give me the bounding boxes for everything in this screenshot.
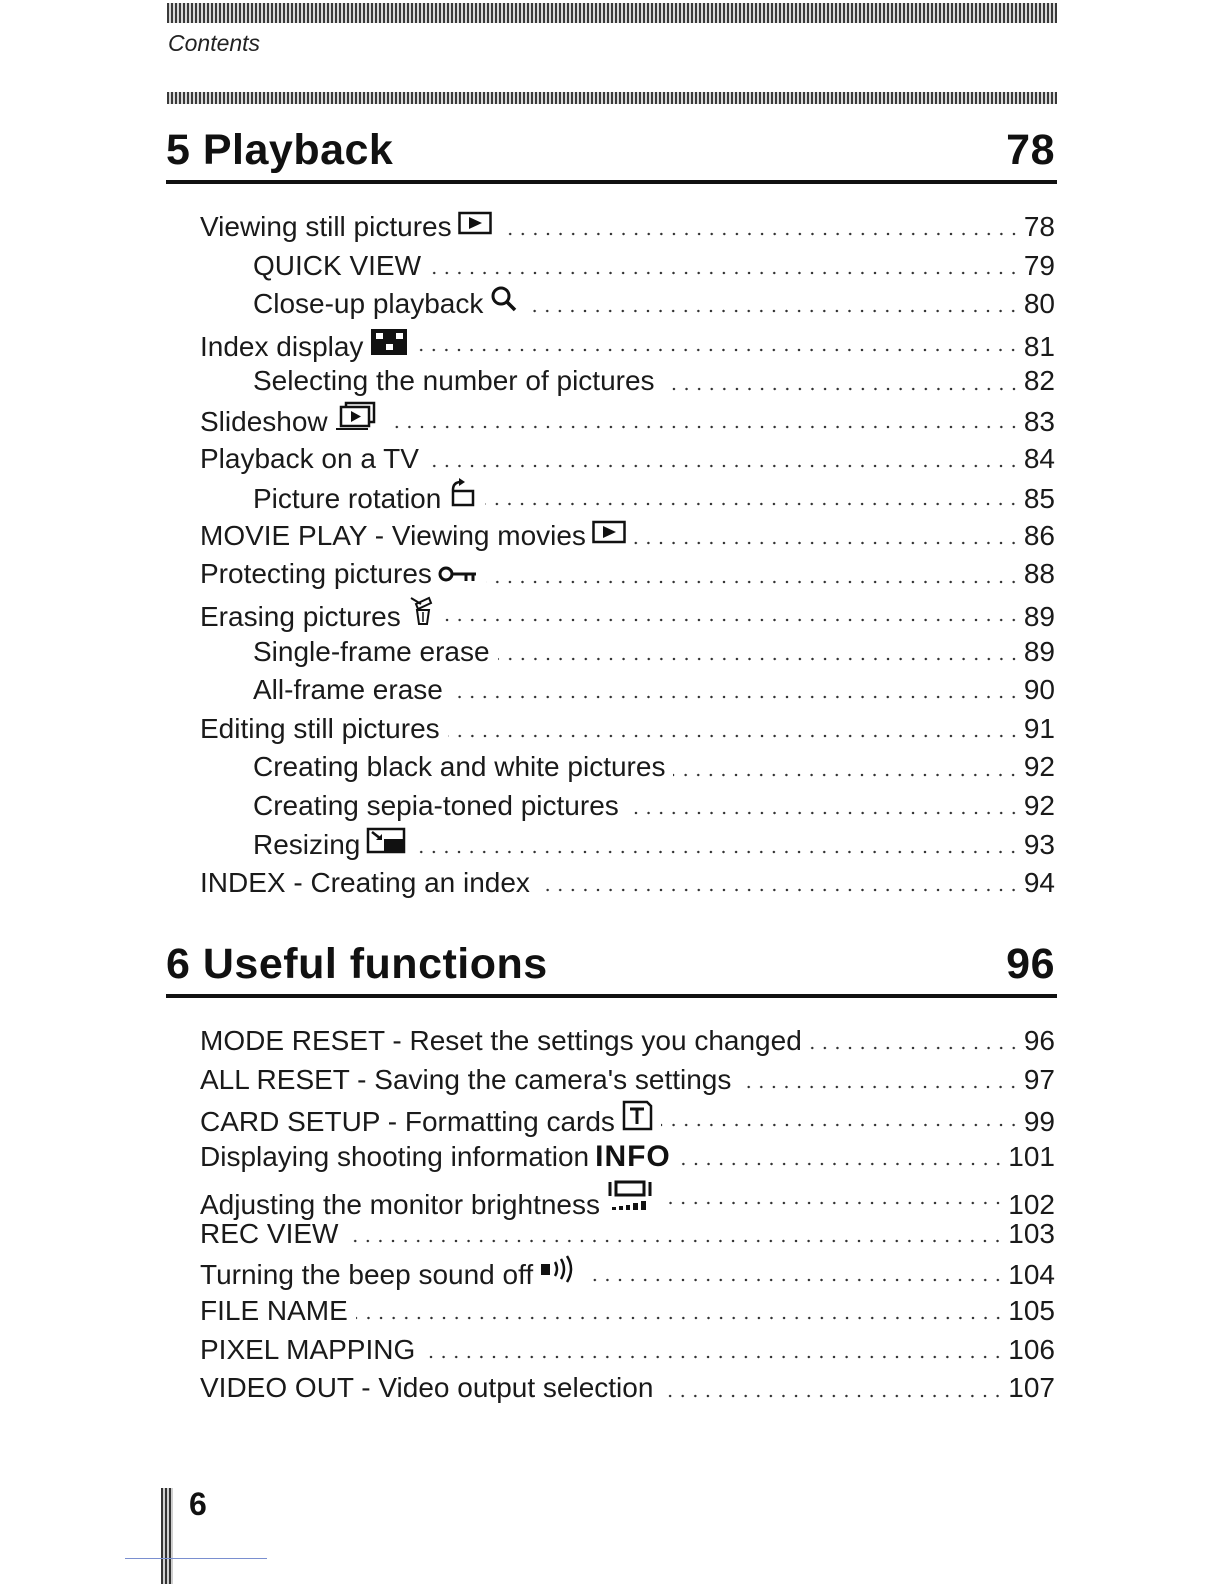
entry-page-number: 82	[1023, 365, 1055, 397]
entry-page-number: 88	[1023, 558, 1055, 590]
toc-subentry	[166, 671, 1057, 710]
dot-leader	[386, 425, 1020, 429]
entry-page-number: 101	[1008, 1140, 1055, 1172]
dot-leader	[634, 541, 1020, 545]
entry-page-number: 89	[1023, 635, 1055, 667]
entry-label: Turning the beep sound off	[200, 1258, 534, 1290]
entry-label: Erasing pictures	[200, 600, 401, 632]
footer-rule	[125, 1558, 267, 1559]
dot-leader	[663, 387, 1020, 391]
entry-label: CARD SETUP - Formatting cards	[200, 1106, 615, 1138]
entry-label: Picture rotation	[253, 483, 442, 515]
entry-label: Single-frame erase	[253, 635, 490, 667]
entry-label: PIXEL MAPPING	[200, 1333, 416, 1365]
toc-entry-list	[166, 1022, 1057, 1408]
dot-leader	[356, 1316, 1004, 1320]
section-title: 6 Useful functions	[166, 940, 548, 988]
page-edge-tab	[161, 1488, 173, 1584]
dot-leader	[739, 1085, 1019, 1089]
slideshow-icon	[334, 401, 378, 431]
dot-leader	[810, 1046, 1020, 1050]
header-rule-bar	[167, 3, 1057, 23]
entry-page-number: 92	[1023, 751, 1055, 783]
entry-label: Creating black and white pictures	[253, 751, 666, 783]
toc-entry	[166, 594, 1057, 633]
dot-leader	[661, 1123, 1020, 1127]
entry-page-number: 102	[1008, 1189, 1055, 1221]
section-page-number: 78	[1006, 126, 1055, 174]
entry-page-number: 104	[1008, 1258, 1055, 1290]
entry-label: All-frame erase	[253, 674, 443, 706]
toc-entry	[166, 440, 1057, 479]
toc-entry	[166, 1331, 1057, 1370]
monitor-brightness-icon	[606, 1176, 656, 1214]
resize-icon	[366, 826, 406, 854]
entry-page-number: 92	[1023, 789, 1055, 821]
entry-page-number: 91	[1023, 712, 1055, 744]
toc-entry	[166, 517, 1057, 556]
entry-page-number: 97	[1023, 1063, 1055, 1095]
entry-label: ALL RESET - Saving the camera's settings	[200, 1063, 732, 1095]
toc-entry	[166, 208, 1057, 247]
dot-leader	[486, 580, 1020, 584]
toc-entry	[166, 1369, 1057, 1408]
index-grid-icon	[369, 324, 409, 356]
section-page-number: 96	[1006, 940, 1055, 988]
dot-leader	[427, 464, 1020, 468]
entry-page-number: 105	[1008, 1295, 1055, 1327]
toc-entry	[166, 1254, 1057, 1293]
entry-label: Editing still pictures	[200, 712, 440, 744]
card-format-icon	[621, 1099, 653, 1131]
toc-subentry	[166, 826, 1057, 865]
entry-label: MODE RESET - Reset the settings you changed	[200, 1025, 802, 1056]
speaker-icon	[539, 1254, 583, 1284]
toc-subentry	[166, 787, 1057, 826]
toc-entry	[166, 401, 1057, 440]
toc-subentry	[166, 633, 1057, 672]
toc-subentry	[166, 362, 1057, 401]
dot-leader	[417, 348, 1019, 352]
section-title: 5 Playback	[166, 126, 394, 174]
dot-leader	[673, 773, 1019, 777]
toc-entry	[166, 1138, 1057, 1177]
toc-entry	[166, 1215, 1057, 1254]
dot-leader	[451, 695, 1020, 699]
entry-label: Close-up playback	[253, 288, 484, 320]
entry-label: Selecting the number of pictures	[253, 365, 655, 397]
page-number: 6	[189, 1486, 207, 1522]
toc-entry	[166, 555, 1057, 594]
entry-label: Protecting pictures	[200, 558, 432, 590]
dot-leader	[414, 850, 1019, 854]
entry-page-number: 106	[1008, 1333, 1055, 1365]
entry-page-number: 80	[1023, 288, 1055, 320]
entry-page-number: 79	[1023, 249, 1055, 281]
entry-page-number: 107	[1008, 1372, 1055, 1404]
entry-label: Creating sepia-toned pictures	[253, 789, 619, 821]
toc-entry	[166, 1099, 1057, 1138]
entry-label: Viewing still pictures	[200, 211, 452, 242]
entry-label: INDEX - Creating an index	[200, 867, 530, 899]
running-head: Contents	[168, 30, 261, 56]
dot-leader	[448, 734, 1020, 738]
entry-page-number: 103	[1008, 1217, 1055, 1249]
section-heading	[166, 116, 1057, 184]
section-heading	[166, 930, 1057, 998]
play-icon	[592, 519, 626, 545]
entry-label: MOVIE PLAY - Viewing movies	[200, 519, 586, 551]
entry-label: VIDEO OUT - Video output selection	[200, 1372, 654, 1404]
toc-subentry	[166, 285, 1057, 324]
dot-leader	[346, 1239, 1004, 1243]
dot-leader	[679, 1162, 1005, 1166]
section-playback	[166, 116, 1057, 903]
dot-leader	[591, 1278, 1004, 1282]
entry-label: REC VIEW	[200, 1217, 339, 1249]
entry-label: Adjusting the monitor brightness	[200, 1189, 600, 1221]
entry-page-number: 83	[1023, 405, 1055, 437]
trash-icon	[407, 594, 435, 626]
entry-page-number: 84	[1023, 442, 1055, 474]
entry-label: Slideshow	[200, 405, 328, 437]
toc-entry	[166, 1022, 1057, 1061]
entry-label: Index display	[200, 330, 364, 362]
dot-leader	[485, 502, 1020, 506]
toc-entry	[166, 1176, 1057, 1221]
toc-entry	[166, 864, 1057, 903]
entry-page-number: 89	[1023, 600, 1055, 632]
zoom-magnifier-icon	[489, 285, 519, 313]
toc-subentry	[166, 247, 1057, 286]
dot-leader	[443, 618, 1020, 622]
entry-label: QUICK VIEW	[253, 249, 422, 281]
dot-leader	[538, 888, 1020, 892]
info-icon: INFO	[595, 1139, 671, 1173]
dot-leader	[627, 811, 1020, 815]
dot-leader	[664, 1201, 1004, 1205]
entry-page-number: 93	[1023, 828, 1055, 860]
entry-page-number: 99	[1023, 1106, 1055, 1138]
section-useful-functions	[166, 930, 1057, 1408]
dot-leader	[500, 232, 1020, 236]
dot-leader	[661, 1394, 1004, 1398]
dot-leader	[423, 1355, 1004, 1359]
toc-entry	[166, 1292, 1057, 1331]
entry-page-number: 78	[1023, 211, 1055, 242]
toc-entry	[166, 1061, 1057, 1100]
entry-page-number: 94	[1023, 867, 1055, 899]
toc-entry	[166, 324, 1057, 363]
entry-label: Resizing	[253, 828, 361, 860]
entry-page-number: 90	[1023, 674, 1055, 706]
section-rule-bar	[167, 92, 1057, 104]
entry-label: Displaying shooting information	[200, 1140, 590, 1172]
dot-leader	[429, 271, 1020, 275]
toc-subentry	[166, 478, 1057, 517]
toc-entry	[166, 710, 1057, 749]
entry-page-number: 85	[1023, 483, 1055, 515]
entry-page-number: 96	[1023, 1025, 1055, 1056]
dot-leader	[527, 309, 1020, 313]
rotate-icon	[447, 478, 477, 508]
entry-page-number: 81	[1023, 330, 1055, 362]
toc-subentry	[166, 748, 1057, 787]
entry-label: Playback on a TV	[200, 442, 419, 474]
entry-label: FILE NAME	[200, 1295, 348, 1327]
dot-leader	[498, 657, 1020, 661]
key-icon	[438, 561, 478, 583]
play-icon	[458, 210, 492, 236]
toc-entry-list	[166, 208, 1057, 903]
entry-page-number: 86	[1023, 519, 1055, 551]
